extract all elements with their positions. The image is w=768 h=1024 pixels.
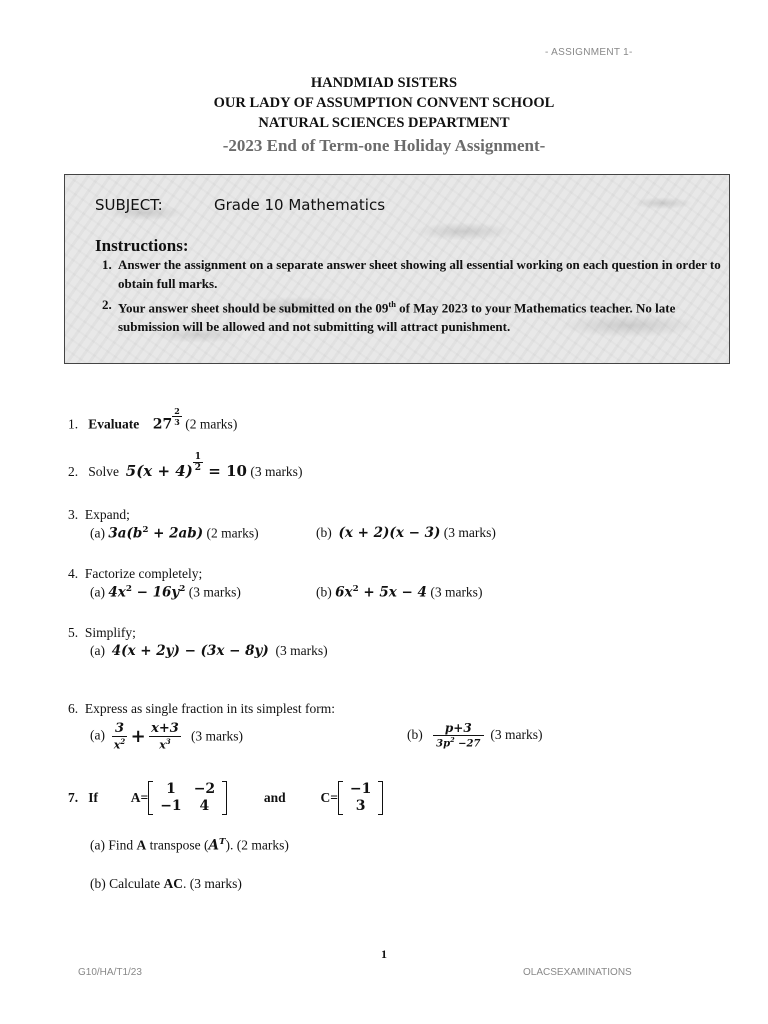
school-line-3: NATURAL SCIENCES DEPARTMENT — [258, 115, 510, 131]
question-4a: (a) $4x^2 - 16y^2$ (3 marks) — [90, 584, 241, 601]
matrix-cell: −1 — [160, 798, 182, 814]
question-7b: (b) Calculate AC. (3 marks) — [90, 876, 242, 891]
page-number: 1 — [381, 947, 387, 961]
matrix-c — [338, 781, 383, 815]
assignment-title: -2023 End of Term-one Holiday Assignment- — [222, 136, 546, 155]
question-5: 5. Simplify; — [68, 625, 136, 640]
footer-code: G10/HA/T1/23 — [78, 967, 142, 978]
question-7: 7. If A= 1 −2 −1 4 and C= −1 3 — [68, 781, 383, 815]
question-1: 1. Evaluate 27 $\frac{2}{3}$ (2 marks) — [68, 406, 238, 433]
instruction-item-2 — [102, 295, 722, 335]
question-4b: (b) $6x^2 + 5x - 4$ (3 marks) — [316, 584, 483, 601]
question-5a: (a) 4(x + 2y) − (3x − 8y) (3 marks) — [90, 643, 328, 659]
question-label: Evaluate — [88, 416, 140, 432]
matrix-cell: 1 — [166, 781, 176, 797]
instruction-number: 1. — [102, 257, 112, 272]
school-line-2: OUR LADY OF ASSUMPTION CONVENT SCHOOL — [213, 95, 555, 111]
question-6a: (a) $\frac{3}{x^2}$ + $\frac{x+3}{x^3}$ (3 marks) — [90, 721, 244, 752]
matrix-cell: 4 — [199, 798, 210, 814]
question-3a: (a) $3a(b^2 + 2ab)$ (2 marks) — [90, 525, 259, 542]
question-7a: (a) Find A transpose $(A^T)$. (2 marks) — [90, 837, 289, 854]
subject-line — [95, 196, 386, 214]
matrix-cell: −2 — [193, 781, 216, 797]
subject-label: SUBJECT: — [95, 196, 163, 214]
question-4: 4. Factorize completely; — [68, 566, 203, 581]
matrix-cell: 3 — [355, 798, 366, 814]
matrix-a — [148, 781, 227, 815]
question-3: 3. Expand; — [68, 507, 130, 522]
instruction-item-1 — [102, 255, 722, 295]
question-3b: (b) (x + 2)(x − 3) (3 marks) — [316, 525, 496, 541]
subject-value: Grade 10 Mathematics — [214, 196, 386, 214]
question-6: 6. Express as single fraction in its simplest form: — [68, 701, 335, 716]
assignment-tag: - ASSIGNMENT 1- — [545, 47, 633, 58]
instructions-title: Instructions: — [95, 236, 189, 255]
question-2: 2. Solve 5(x + 4) $\frac{1}{2}$ = 10 (3 marks) — [68, 452, 303, 480]
instruction-text: Answer the assignment on a separate answer sheet showing all essential working on each question in order to obtain full marks. — [118, 257, 721, 291]
school-line-1: HANDMIAD SISTERS — [310, 75, 458, 91]
footer-exam-name: OLACSEXAMINATIONS — [523, 967, 632, 978]
instruction-text: Your answer sheet should be submitted on the 09th of May 2023 to your Mathematics teacher. No late submission will be allowed and not submitting will attract punishment. — [118, 299, 676, 335]
matrix-cell: −1 — [349, 781, 372, 797]
question-6b: (b) $\frac{p+3}{3p^2 -27}$ (3 marks) — [407, 721, 543, 750]
instruction-number: 2. — [102, 297, 112, 312]
